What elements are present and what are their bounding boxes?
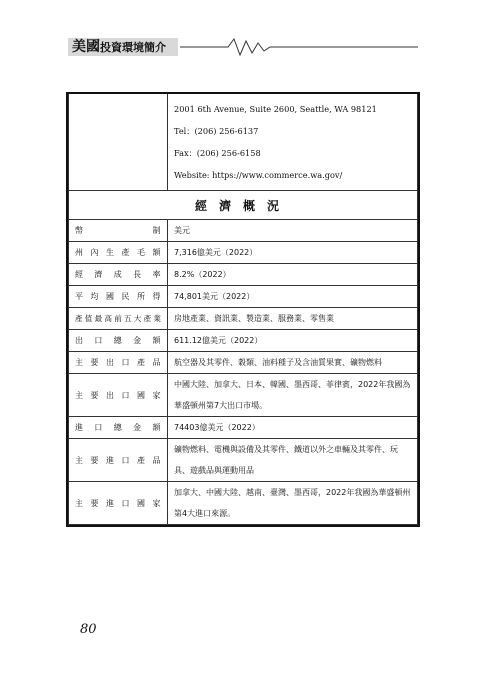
row-value: 7,316億美元（2022）: [168, 242, 418, 264]
row-label: 主要進口國家: [69, 482, 168, 525]
page-number: 80: [80, 622, 97, 637]
table-row: [69, 417, 418, 439]
address-line: 2001 6th Avenue, Suite 2600, Seattle, WA 98121: [174, 104, 377, 114]
row-label: 平均國民所得: [69, 286, 168, 308]
table-row: [69, 242, 418, 264]
table-row: [69, 286, 418, 308]
header-title-sub: 投資環境簡介: [100, 41, 166, 54]
row-label: 經濟成長率: [69, 264, 168, 286]
info-table: [66, 92, 420, 527]
fax-line: Fax：(206) 256-6158: [174, 148, 261, 158]
row-value: 74403億美元（2022）: [168, 417, 418, 439]
row-value: 美元: [168, 220, 418, 242]
row-label: 產值最高前五大產業: [69, 308, 168, 330]
website-line: Website: https://www.commerce.wa.gov/: [174, 170, 343, 180]
running-header: [68, 38, 418, 64]
table-row: [69, 439, 418, 482]
header-title-main: 美國: [72, 39, 100, 55]
table-row: [69, 374, 418, 417]
row-label: 主要出口國家: [69, 374, 168, 417]
table-row: [69, 330, 418, 352]
row-value: 房地產業、資訊業、製造業、服務業、零售業: [168, 308, 418, 330]
row-value: 加拿大、中國大陸、越南、臺灣、墨西哥，2022年我國為華盛頓州第4大進口來源。: [168, 482, 418, 525]
section-title-row: [69, 191, 418, 220]
tel-line: Tel：(206) 256-6137: [174, 126, 259, 136]
row-label: 幣制: [69, 220, 168, 242]
row-label: 主要進口產品: [69, 439, 168, 482]
row-label: 進口總金額: [69, 417, 168, 439]
row-value: 航空器及其零件、穀類、油料種子及含油質果實、礦物燃料: [168, 352, 418, 374]
table-row: [69, 220, 418, 242]
table-row: [69, 352, 418, 374]
row-label: 主要出口產品: [69, 352, 168, 374]
table-row: [69, 264, 418, 286]
section-title: 經濟概況: [69, 191, 418, 220]
row-value: 611.12億美元（2022）: [168, 330, 418, 352]
row-label: 州內生產毛額: [69, 242, 168, 264]
row-value: 中國大陸、加拿大、日本、韓國、墨西哥、菲律賓，2022年我國為華盛頓州第7大出口市場。: [168, 374, 418, 417]
row-label: 出口總金額: [69, 330, 168, 352]
address-cell: [168, 94, 418, 191]
header-title: [68, 38, 174, 56]
table-row: [69, 308, 418, 330]
address-row: [69, 94, 418, 191]
address-label-cell: [69, 94, 168, 191]
table-row: [69, 482, 418, 525]
row-value: 礦物燃料、電機與設備及其零件、鐵道以外之車輛及其零件、玩具、遊戲品與運動用品: [168, 439, 418, 482]
row-value: 8.2%（2022）: [168, 264, 418, 286]
row-value: 74,801美元（2022）: [168, 286, 418, 308]
